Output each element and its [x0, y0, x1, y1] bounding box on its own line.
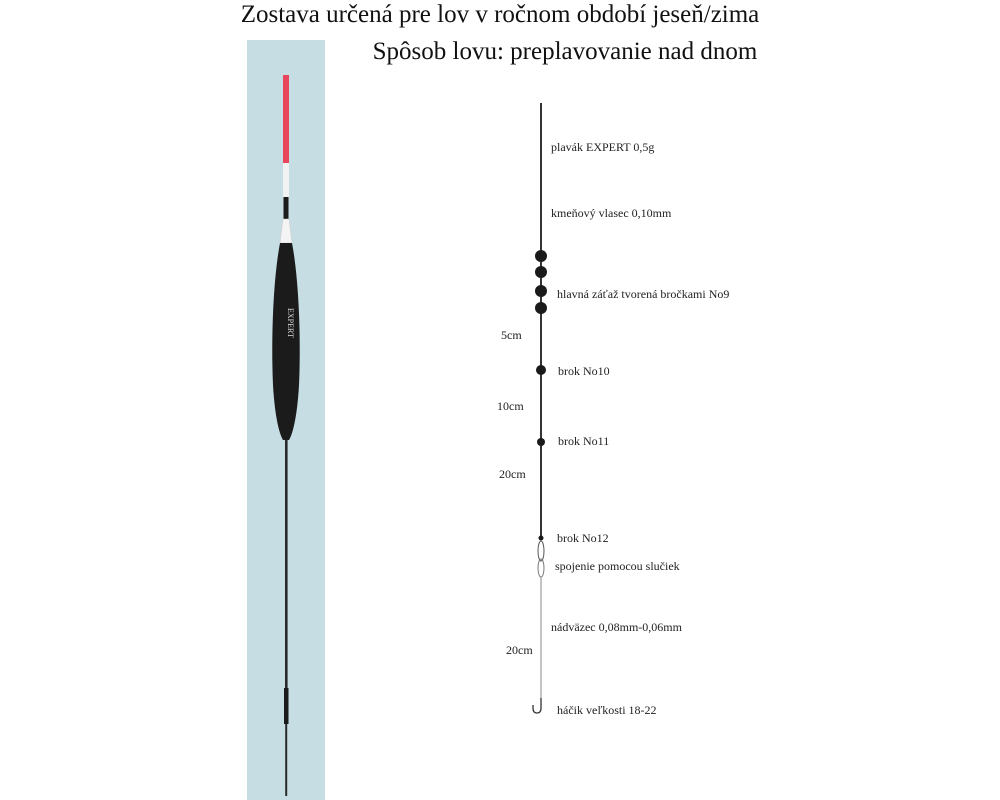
shot-no10: [536, 365, 546, 375]
float-brand-text: EXPERT: [286, 308, 295, 338]
shot-no9-4: [535, 302, 547, 314]
distance-20cm-upper: 20cm: [499, 467, 526, 481]
label-main-weight: hlavná záťaž tvorená bročkami No9: [557, 287, 730, 301]
label-loop-join: spojenie pomocou slučiek: [555, 559, 680, 573]
label-shot-no11: brok No11: [558, 434, 610, 448]
label-float: plavák EXPERT 0,5g: [551, 140, 655, 154]
shot-no9-1: [535, 250, 547, 262]
label-hook: háčik veľkosti 18-22: [557, 703, 657, 717]
shot-no9-3: [535, 285, 547, 297]
shot-no9-2: [535, 266, 547, 278]
label-main-line: kmeňový vlasec 0,10mm: [551, 206, 672, 220]
label-hooklength: nádväzec 0,08mm-0,06mm: [551, 620, 682, 634]
page-subtitle: Spôsob lovu: preplavovanie nad dnom: [372, 38, 758, 65]
distance-5cm: 5cm: [501, 328, 522, 342]
label-shot-no10: brok No10: [558, 364, 610, 378]
distance-20cm-lower: 20cm: [506, 643, 533, 657]
page-title: Zostava určená pre lov v ročnom období jeseň/zima: [240, 1, 760, 28]
loop-join-upper: [538, 541, 544, 561]
label-shot-no12: brok No12: [557, 531, 609, 545]
shot-no12: [539, 536, 544, 541]
loop-join-lower: [538, 559, 544, 577]
shot-no11: [537, 438, 545, 446]
hook-icon: [533, 698, 541, 713]
distance-10cm: 10cm: [497, 399, 524, 413]
